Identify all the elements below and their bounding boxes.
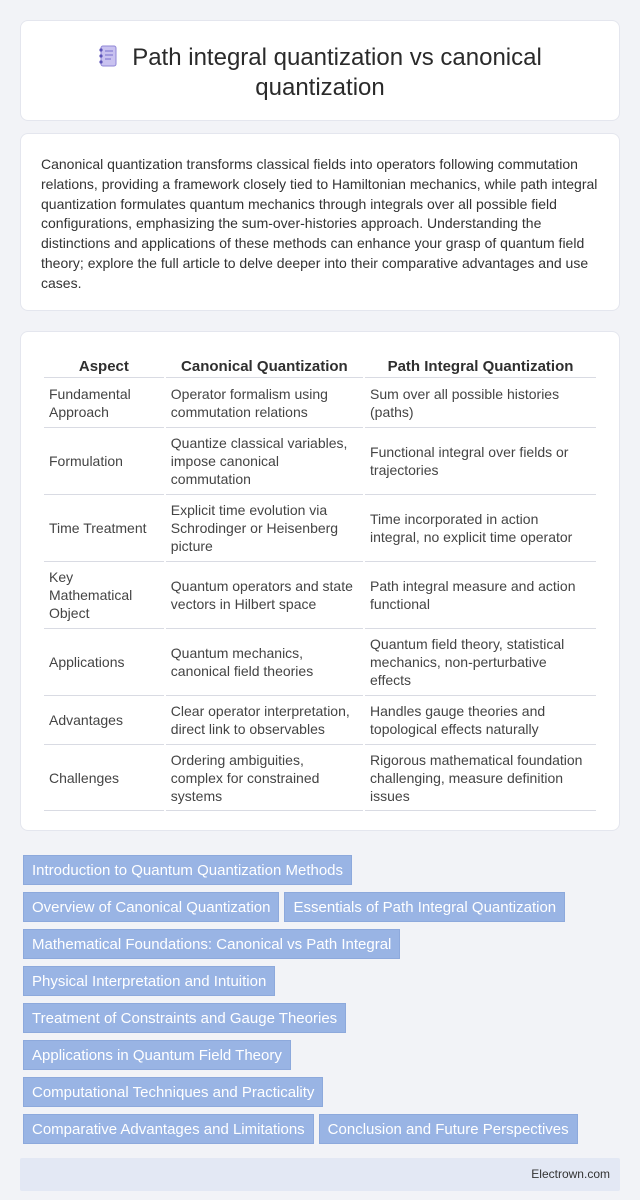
cell-path-integral: Time incorporated in action integral, no explicit time operator <box>365 494 596 561</box>
tag-link[interactable]: Computational Techniques and Practicality <box>23 1077 323 1107</box>
tag-link[interactable]: Applications in Quantum Field Theory <box>23 1040 291 1070</box>
header-canonical: Canonical Quantization <box>181 358 348 375</box>
tag-link[interactable]: Introduction to Quantum Quantization Methods <box>23 855 352 885</box>
cell-aspect: Applications <box>44 628 164 695</box>
cell-canonical: Explicit time evolution via Schrodinger or Heisenberg picture <box>166 494 363 561</box>
cell-aspect: Key Mathematical Object <box>44 561 164 628</box>
cell-path-integral: Functional integral over fields or trajectories <box>365 427 596 494</box>
cell-path-integral: Path integral measure and action functional <box>365 561 596 628</box>
table-row <box>44 628 596 695</box>
cell-path-integral: Handles gauge theories and topological effects naturally <box>365 695 596 744</box>
table-row <box>44 427 596 494</box>
topic-tags <box>23 855 623 1151</box>
tag-row <box>23 929 623 966</box>
table-header-row <box>44 350 596 377</box>
cell-path-integral: Quantum field theory, statistical mechanics, non-perturbative effects <box>365 628 596 695</box>
cell-canonical: Quantum operators and state vectors in Hilbert space <box>166 561 363 628</box>
comparison-table <box>42 350 598 811</box>
title-card <box>20 20 620 121</box>
table-row <box>44 377 596 427</box>
cell-canonical: Operator formalism using commutation relations <box>166 377 363 427</box>
intro-paragraph: Canonical quantization transforms classical fields into operators following commutation relations, providing a framework closely tied to Hamiltonian mechanics, while path integral quantization formulates quantum mechanics through integrals over all possible field configurations, emphasizing the sum-over-histories approach. Understanding the distinctions and applications of these methods can enhance your grasp of quantum field theory; explore the full article to delve deeper into their comparative advantages and use cases. <box>41 156 598 291</box>
cell-canonical: Ordering ambiguities, complex for constrained systems <box>166 744 363 811</box>
cell-aspect: Time Treatment <box>44 494 164 561</box>
cell-aspect: Challenges <box>44 744 164 811</box>
tag-link[interactable]: Essentials of Path Integral Quantization <box>284 892 565 922</box>
cell-canonical: Clear operator interpretation, direct link to observables <box>166 695 363 744</box>
table-row <box>44 744 596 811</box>
header-aspect: Aspect <box>78 358 129 375</box>
cell-path-integral: Rigorous mathematical foundation challenging, measure definition issues <box>365 744 596 811</box>
tag-link[interactable]: Overview of Canonical Quantization <box>23 892 279 922</box>
tag-row <box>23 1077 623 1114</box>
page-title <box>41 43 599 103</box>
tag-link[interactable]: Comparative Advantages and Limitations <box>23 1114 314 1144</box>
cell-canonical: Quantize classical variables, impose canonical commutation <box>166 427 363 494</box>
cell-aspect: Advantages <box>44 695 164 744</box>
tag-row <box>23 1114 623 1151</box>
footer-site-name[interactable]: Electrown.com <box>531 1167 610 1181</box>
page-title-text: Path integral quantization vs canonical quantization <box>132 44 542 101</box>
comparison-table-card <box>20 331 620 831</box>
tag-row <box>23 892 623 929</box>
tag-link[interactable]: Treatment of Constraints and Gauge Theories <box>23 1003 346 1033</box>
header-path-integral: Path Integral Quantization <box>387 358 574 375</box>
table-row <box>44 494 596 561</box>
tag-row <box>23 1003 623 1040</box>
tag-link[interactable]: Physical Interpretation and Intuition <box>23 966 275 996</box>
footer <box>20 1158 620 1191</box>
cell-path-integral: Sum over all possible histories (paths) <box>365 377 596 427</box>
cell-canonical: Quantum mechanics, canonical field theories <box>166 628 363 695</box>
tag-row <box>23 1040 623 1077</box>
cell-aspect: Formulation <box>44 427 164 494</box>
tag-row <box>23 855 623 892</box>
tag-link[interactable]: Mathematical Foundations: Canonical vs Path Integral <box>23 929 400 959</box>
table-row <box>44 561 596 628</box>
tag-link[interactable]: Conclusion and Future Perspectives <box>319 1114 578 1144</box>
table-row <box>44 695 596 744</box>
intro-card <box>20 133 620 311</box>
cell-aspect: Fundamental Approach <box>44 377 164 427</box>
tag-row <box>23 966 623 1003</box>
notebook-icon <box>98 45 118 67</box>
